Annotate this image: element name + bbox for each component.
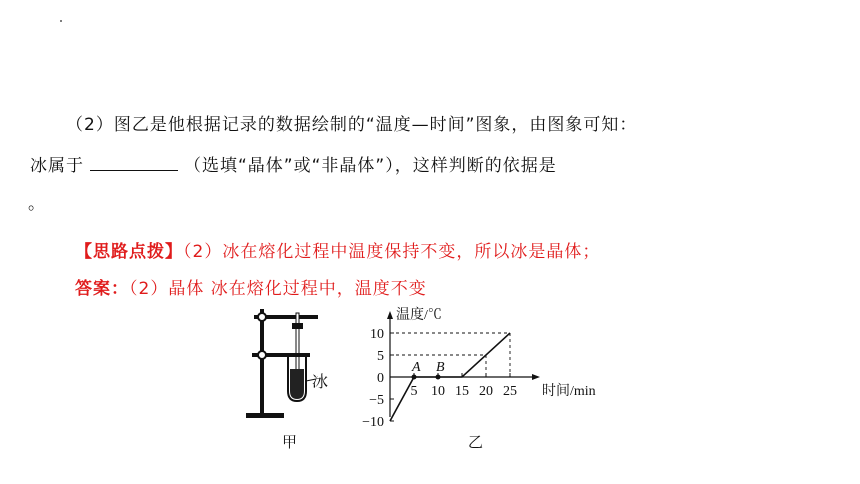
apparatus-label: 冰 — [312, 372, 329, 391]
y-tick-label: −10 — [362, 415, 384, 430]
apparatus-caption: 甲 — [282, 433, 298, 451]
hint-line — [75, 237, 600, 262]
stand-rod — [260, 309, 264, 415]
hint-label: 【思路点拨】 — [75, 242, 183, 262]
hint-text: （2）冰在熔化过程中温度保持不变，所以冰是晶体； — [183, 242, 601, 262]
y-tick-label: −5 — [369, 393, 384, 408]
x-axis-arrow — [532, 374, 540, 380]
answer-line — [75, 274, 427, 299]
answer-text: （2）晶体 冰在熔化过程中，温度不变 — [129, 279, 427, 299]
x-tick-label: 25 — [503, 384, 517, 399]
apparatus-illustration — [232, 305, 342, 425]
figure-area — [232, 305, 632, 455]
graph-caption: 乙 — [468, 433, 484, 451]
answer-label: 答案： — [75, 279, 129, 299]
point-label: A — [412, 360, 421, 375]
x-tick-label: 5 — [410, 384, 418, 399]
question-line-2-suffix: （选填“晶体”或“非晶体”），这样判断的依据是 — [184, 156, 557, 176]
stray-dot — [60, 20, 62, 22]
answer-blank[interactable] — [90, 156, 178, 171]
x-tick-label: 10 — [431, 384, 445, 399]
x-tick-label: 15 — [455, 384, 469, 399]
temperature-time-chart — [350, 305, 620, 435]
question-line-2-prefix: 冰属于 — [30, 156, 84, 176]
x-axis-label: 时间/min — [542, 384, 596, 399]
y-axis-arrow — [387, 311, 393, 319]
y-tick-label: 5 — [377, 349, 384, 364]
y-tick-label: 10 — [370, 327, 384, 342]
y-axis-label: 温度/℃ — [396, 308, 442, 323]
question-line-2 — [30, 151, 557, 176]
question-line-3: 。 — [28, 194, 46, 214]
point-marker — [412, 375, 417, 380]
y-tick-label: 0 — [377, 371, 384, 386]
point-label: B — [436, 360, 445, 375]
point-marker — [436, 375, 441, 380]
x-tick-label: 20 — [479, 384, 493, 399]
question-line-1: （2）图乙是他根据记录的数据绘制的“温度—时间”图象，由图象可知： — [66, 115, 638, 135]
stand-base — [246, 413, 284, 418]
